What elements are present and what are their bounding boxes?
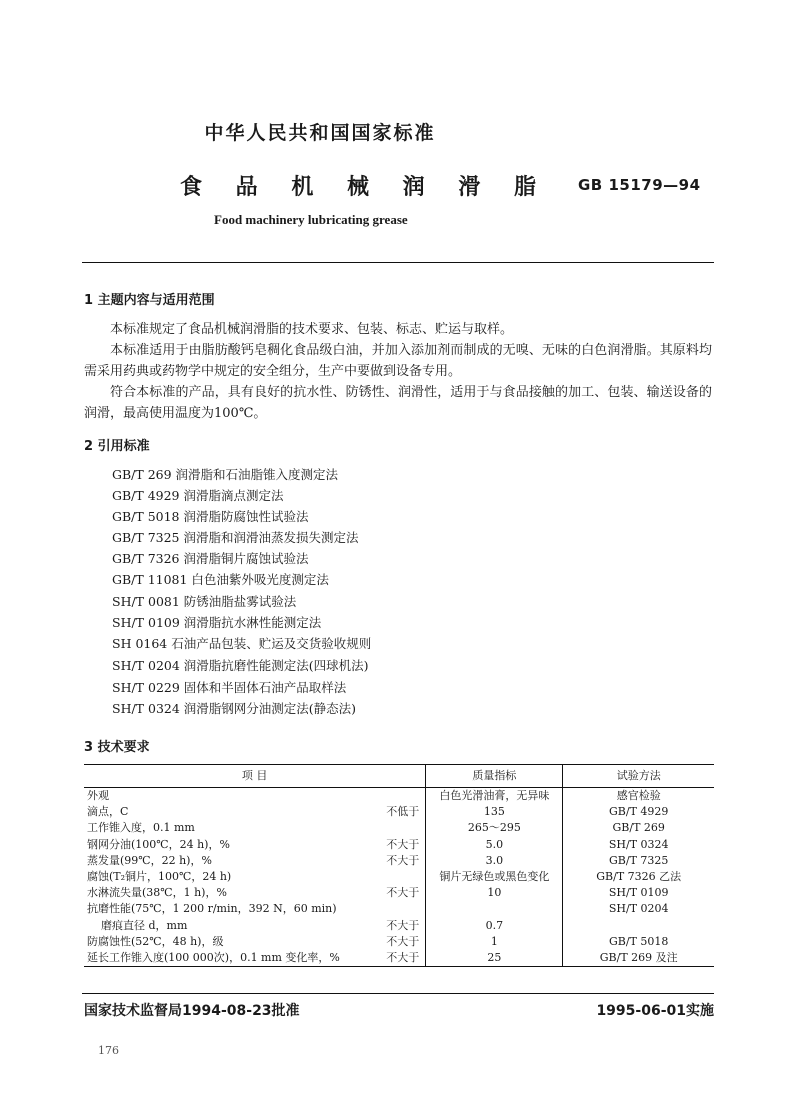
section-1-heading: 1 主题内容与适用范围	[84, 293, 215, 308]
standard-code: GB 15179—94	[578, 176, 701, 194]
table-row	[84, 901, 714, 917]
header-divider	[82, 262, 714, 263]
technical-requirements-table	[84, 764, 714, 967]
page-number: 176	[98, 1044, 119, 1057]
section-1-paragraph: 本标准规定了食品机械润滑脂的技术要求、包装、标志、贮运与取样。	[110, 322, 514, 337]
section-1-paragraph: 符合本标准的产品，具有良好的抗水性、防锈性、润滑性，适用于与食品接触的加工、包装、输送设备的润滑，最高使用温度为100℃。	[84, 385, 712, 421]
reference-item: GB/T 7325 润滑脂和润滑油蒸发损失测定法	[112, 530, 359, 545]
cell-method: GB/T 4929	[609, 805, 669, 819]
cell-value: 1	[426, 934, 563, 950]
cell-item: 延长工作锥入度(100 000次)，0.1 mm 变化率，%	[84, 950, 379, 967]
table-row	[84, 820, 714, 836]
section-3-heading: 3 技术要求	[84, 740, 150, 755]
reference-item: GB/T 5018 润滑脂防腐蚀性试验法	[112, 509, 309, 524]
table-row	[84, 885, 714, 901]
section-1-paragraph: 本标准适用于由脂肪酸钙皂稠化食品级白油，并加入添加剂而制成的无嗅、无味的白色润滑脂。其原料均需采用药典或药物学中规定的安全组分，生产中要做到设备专用。	[84, 343, 712, 379]
cell-method: GB/T 269 及注	[563, 950, 714, 967]
reference-item: SH/T 0204 润滑脂抗磨性能测定法(四球机法)	[112, 658, 369, 673]
header-item: 项 目	[84, 765, 426, 788]
cell-method: GB/T 7325	[609, 853, 669, 867]
cell-value	[426, 901, 563, 917]
table-row	[84, 950, 714, 967]
document-title: 食 品 机 械 润 滑 脂	[180, 175, 549, 200]
national-standard-heading: 中华人民共和国国家标准	[204, 122, 436, 144]
header-test-method: 试验方法	[563, 765, 714, 788]
reference-item: SH 0164 石油产品包装、贮运及交货验收规则	[112, 636, 372, 651]
cell-value: 白色光滑油膏，无异味	[426, 788, 563, 805]
cell-item: 外观	[87, 789, 109, 803]
cell-item: 磨痕直径 d，mm	[87, 918, 188, 932]
cell-method: SH/T 0109	[608, 886, 669, 900]
cell-limit: 不大于	[386, 837, 420, 851]
cell-method: SH/T 0324	[608, 837, 669, 851]
cell-item: 蒸发量(99℃，22 h)，%	[87, 853, 212, 867]
cell-limit: 不大于	[379, 950, 426, 967]
cell-item: 水淋流失量(38℃，1 h)，%	[87, 886, 227, 900]
cell-limit: 不大于	[386, 853, 420, 867]
table-row	[84, 837, 714, 853]
cell-limit	[379, 820, 426, 836]
cell-method	[563, 918, 714, 934]
cell-limit: 不大于	[386, 886, 420, 900]
header-quality-index: 质量指标	[426, 765, 563, 788]
cell-value: 3.0	[426, 853, 563, 869]
cell-value: 135	[426, 804, 563, 820]
cell-method: GB/T 269	[612, 821, 665, 835]
cell-limit: 不大于	[386, 934, 420, 948]
cell-item: 抗磨性能(75℃，1 200 r/min，392 N，60 min)	[87, 902, 337, 916]
reference-item: GB/T 11081 白色油紫外吸光度测定法	[112, 572, 329, 587]
reference-item: SH/T 0229 固体和半固体石油产品取样法	[112, 680, 347, 695]
cell-method: GB/T 5018	[609, 934, 669, 948]
reference-item: GB/T 4929 润滑脂滴点测定法	[112, 488, 284, 503]
cell-item: 滴点，C	[87, 805, 129, 819]
table-row	[84, 934, 714, 950]
cell-value: 铜片无绿色或黑色变化	[426, 869, 563, 885]
table-header-row	[84, 765, 714, 788]
cell-method: 感官检验	[616, 789, 661, 803]
english-title: Food machinery lubricating grease	[214, 212, 408, 227]
table-row	[84, 918, 714, 934]
cell-value: 0.7	[426, 918, 563, 934]
reference-item: SH/T 0324 润滑脂钢网分油测定法(静态法)	[112, 701, 357, 716]
reference-item: SH/T 0081 防锈油脂盐雾试验法	[112, 594, 297, 609]
cell-value: 265～295	[426, 820, 563, 836]
cell-item: 腐蚀(T₂铜片，100℃，24 h)	[87, 870, 232, 884]
approval-note: 国家技术监督局1994-08-23批准	[84, 1003, 300, 1019]
reference-item: SH/T 0109 润滑脂抗水淋性能测定法	[112, 615, 322, 630]
effective-date: 1995-06-01实施	[596, 1003, 714, 1019]
cell-item: 工作锥入度，0.1 mm	[87, 821, 195, 835]
cell-limit	[379, 869, 426, 885]
cell-limit: 不大于	[386, 918, 420, 932]
cell-item: 钢网分油(100℃，24 h)，%	[87, 837, 230, 851]
reference-item: GB/T 7326 润滑脂铜片腐蚀试验法	[112, 551, 309, 566]
table-row	[84, 869, 714, 885]
cell-method: GB/T 7326 乙法	[596, 870, 682, 884]
cell-value: 10	[426, 885, 563, 901]
cell-item: 防腐蚀性(52℃，48 h)，级	[87, 934, 224, 948]
cell-limit	[379, 788, 426, 805]
table-row	[84, 853, 714, 869]
footer-divider	[82, 993, 714, 994]
cell-method: SH/T 0204	[608, 902, 669, 916]
table-row	[84, 804, 714, 820]
table-row	[84, 788, 714, 805]
cell-limit	[379, 901, 426, 917]
reference-item: GB/T 269 润滑脂和石油脂锥入度测定法	[112, 467, 339, 482]
section-2-heading: 2 引用标准	[84, 439, 150, 454]
cell-value: 25	[426, 950, 563, 967]
cell-value: 5.0	[426, 837, 563, 853]
cell-limit: 不低于	[386, 805, 420, 819]
